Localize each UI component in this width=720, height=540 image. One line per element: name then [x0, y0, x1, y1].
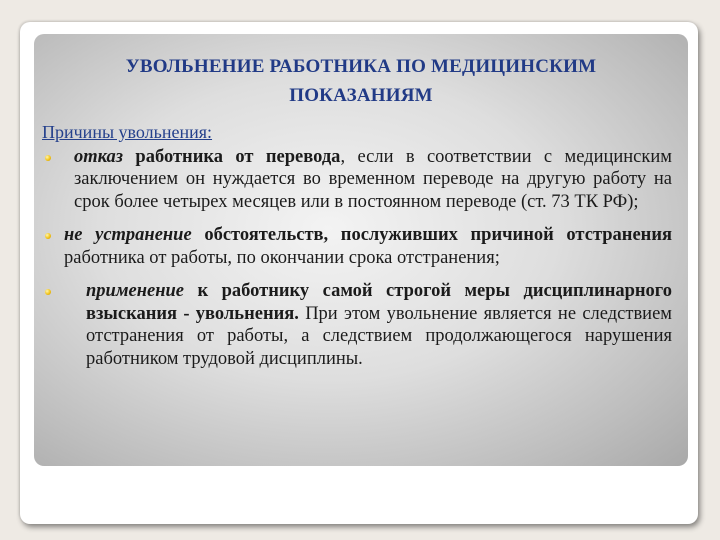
bullet-bold: обстоятельств, послуживших причиной отстранения	[191, 225, 672, 245]
bullet-body: При этом увольнение является не следствием отстранения от работы, а следствием продолжающегося нарушения работником трудовой дисциплины.	[86, 303, 672, 369]
gold-bullet-icon	[45, 233, 51, 239]
bullet-emphasis: применение	[86, 281, 184, 301]
bullet-body: , если в соответствии с медицинским заключением он нуждается во временном переводе на другую работу на срок более четырех месяцев или в постоянном переводе (ст. 73 ТК РФ);	[74, 146, 672, 212]
bullet-bold: к работнику самой строгой меры дисциплинарного взыскания - увольнения.	[86, 281, 672, 324]
bullet-bold: работника от перевода	[123, 146, 341, 167]
section-heading: Причины увольнения:	[42, 122, 213, 142]
bullet-emphasis: отказ	[74, 146, 124, 167]
bullet-text	[64, 280, 672, 370]
title-line-2: ПОКАЗАНИЯМ	[289, 85, 433, 106]
bullet-text	[64, 224, 672, 269]
slide-body	[42, 121, 672, 381]
gold-bullet-icon	[45, 289, 51, 295]
title-line-1: УВОЛЬНЕНИЕ РАБОТНИКА ПО МЕДИЦИНСКИМ	[125, 56, 597, 77]
bullet-item	[42, 146, 672, 214]
bullet-item	[42, 280, 672, 370]
bullet-text	[64, 146, 672, 214]
bullet-body: работника от работы, по окончании срока отстранения;	[64, 247, 500, 268]
gold-bullet-icon	[45, 155, 51, 161]
bullet-emphasis: не устранение	[64, 225, 192, 245]
slide-title	[34, 52, 688, 110]
bullet-item	[42, 224, 672, 269]
